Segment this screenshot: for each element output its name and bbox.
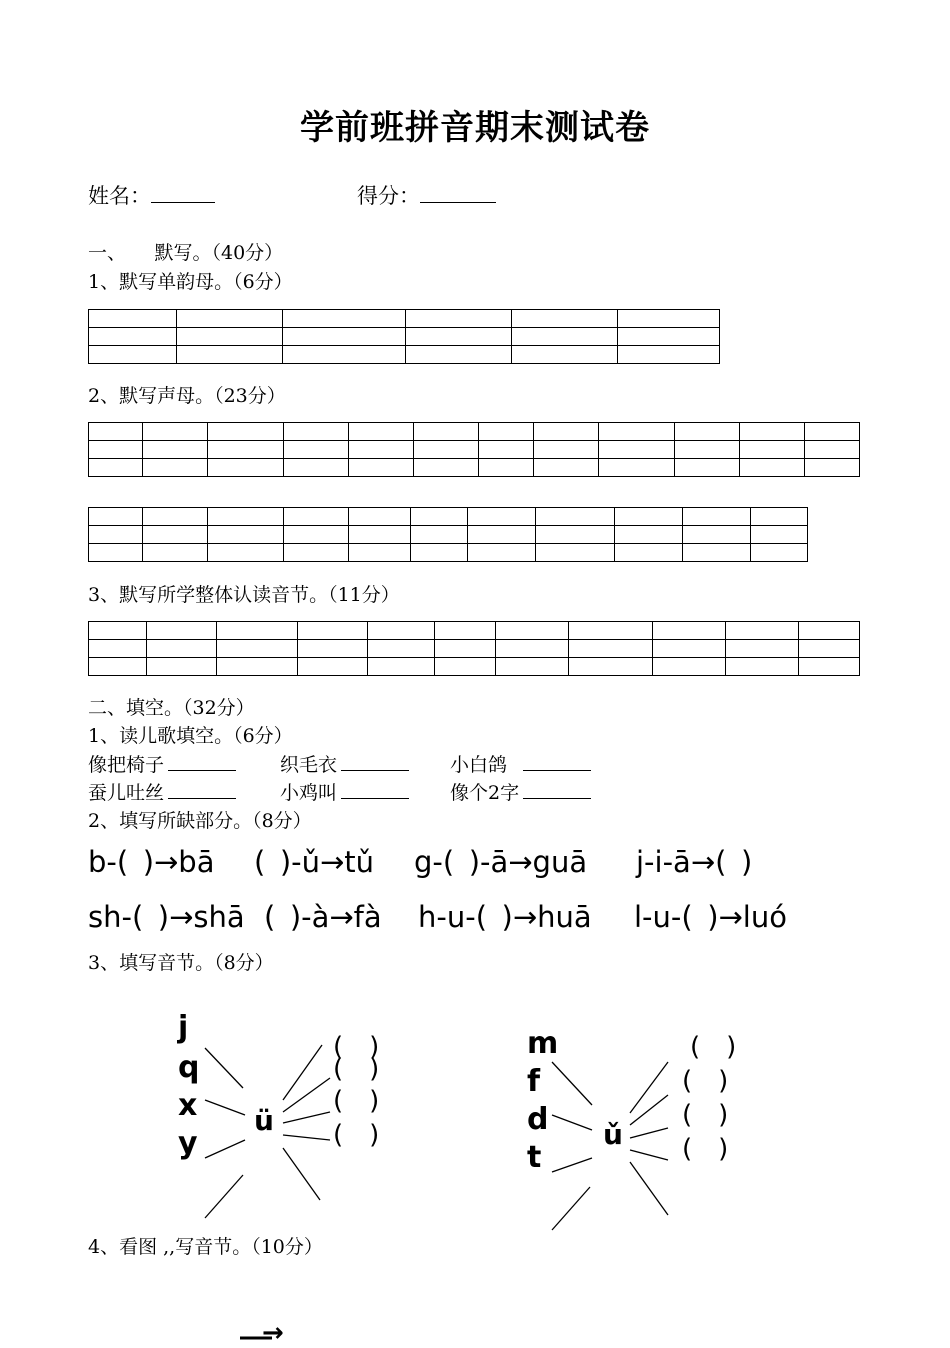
section1-q1: 1、默写单韵母。（6分） <box>88 271 293 293</box>
pinyin-item: ( )-ǔ→tǔ <box>254 845 375 879</box>
initial-letter: y <box>178 1126 198 1161</box>
answer-paren[interactable]: ( ) <box>690 1032 737 1062</box>
ray-line <box>283 1045 322 1100</box>
ray-line <box>630 1128 668 1138</box>
ray-line <box>630 1162 668 1215</box>
ray-line <box>552 1062 592 1105</box>
section2-q2: 2、填写所缺部分。（8分） <box>88 810 312 832</box>
arrow-icon: → <box>262 1318 284 1348</box>
ray-line <box>630 1150 668 1160</box>
section2-heading: 二、填空。（32分） <box>88 697 255 719</box>
ray-line <box>552 1115 592 1130</box>
rhyme-item: 像个2字 <box>450 778 591 805</box>
initial-letter: d <box>527 1102 549 1137</box>
ray-line <box>205 1175 243 1218</box>
ray-line <box>552 1158 592 1172</box>
pinyin-item: ( )-à→fà <box>264 900 382 934</box>
ray-line <box>283 1148 320 1200</box>
rhyme-item: 小白鸽 <box>450 750 591 777</box>
answer-paren[interactable]: ( ) <box>333 1054 380 1084</box>
answer-paren[interactable]: ( ) <box>333 1032 380 1062</box>
ray-line <box>630 1095 668 1125</box>
answer-paren[interactable]: ( ) <box>682 1066 729 1096</box>
section2-q3: 3、填写音节。（8分） <box>88 952 274 974</box>
answer-paren[interactable]: ( ) <box>333 1120 380 1150</box>
pinyin-item: h-u-( )→huā <box>418 900 592 934</box>
answer-paren[interactable]: ( ) <box>682 1134 729 1164</box>
section1-q2: 2、默写声母。（23分） <box>88 385 286 407</box>
ray-line <box>283 1078 330 1112</box>
rhyme-item: 织毛衣 <box>280 750 409 777</box>
ray-line <box>552 1187 590 1230</box>
rhyme-item: 小鸡叫 <box>280 778 409 805</box>
answer-paren[interactable]: ( ) <box>333 1086 380 1116</box>
center-final: ü <box>254 1104 274 1137</box>
section1-q3: 3、默写所学整体认读音节。（11分） <box>88 584 400 606</box>
pinyin-item: g-( )-ā→guā <box>414 845 588 879</box>
pinyin-item: b-( )→bā <box>88 845 215 879</box>
ray-line <box>283 1135 330 1140</box>
initial-letter: j <box>178 1010 189 1045</box>
pinyin-item: j-i-ā→( ) <box>636 845 753 879</box>
page-title: 学前班拼音期末测试卷 <box>300 108 650 148</box>
ray-line <box>205 1140 245 1158</box>
section2-q4: 4、看图 ,,写音节。（10分） <box>88 1236 323 1258</box>
ray-line <box>283 1112 330 1123</box>
ray-line <box>205 1100 245 1115</box>
name-label: 姓名： <box>88 184 151 208</box>
initial-letter: f <box>527 1064 541 1099</box>
score-label: 得分： <box>357 184 420 208</box>
ray-line <box>205 1048 243 1088</box>
center-final: ǔ <box>603 1118 623 1151</box>
answer-paren[interactable]: ( ) <box>682 1100 729 1130</box>
section2-q1: 1、读儿歌填空。（6分） <box>88 725 293 747</box>
rhyme-item: 像把椅子 <box>88 750 236 777</box>
ray-line <box>630 1062 668 1113</box>
initial-letter: x <box>178 1088 198 1123</box>
pinyin-item: sh-( )→shā <box>88 900 245 934</box>
initial-letter: q <box>178 1050 200 1085</box>
section1-heading: 一、 默写。（40分） <box>88 242 284 264</box>
initial-letter: t <box>527 1140 542 1175</box>
rhyme-item: 蚕儿吐丝 <box>88 778 236 805</box>
pinyin-item: l-u-( )→luó <box>634 900 787 934</box>
initial-letter: m <box>527 1026 559 1061</box>
